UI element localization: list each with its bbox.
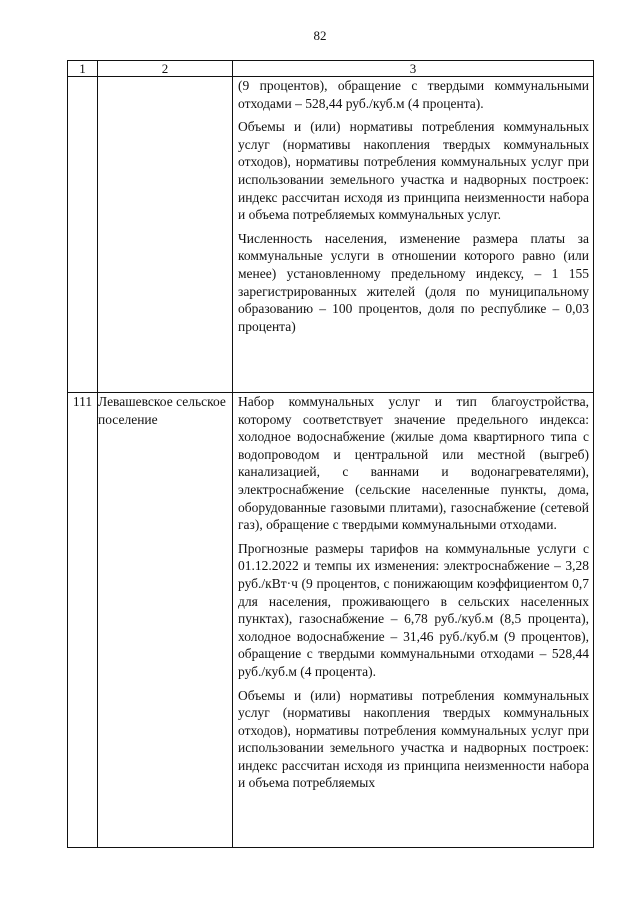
description-paragraph: Объемы и (или) нормативы потребления коммунальных услуг (нормативы накопления твердых коммунальных отходов), нормативы потребления коммунальных услуг при использовании земельного участка и надворных построек: индекс рассчитан исходя из принципа неизменности набора и объема потребляемых [238,687,589,791]
municipality-name [98,77,233,393]
row-number [68,77,98,393]
description-paragraph: Объемы и (или) нормативы потребления коммунальных услуг (нормативы накопления твердых коммунальных отходов), нормативы потребления коммунальных услуг при использовании земельного участка и надворных построек: индекс рассчитан исходя из принципа неизменности набора и объема потребляемых коммунальных услуг. [238,119,589,223]
row-number: 111 [68,393,98,848]
page-number: 82 [313,28,327,43]
row-description [233,393,594,848]
row-description [233,77,594,393]
municipality-name: Левашевское сельское поселение [98,393,233,848]
table-row-111 [68,393,594,848]
table-header-row [68,61,594,77]
table-row-continued [68,77,594,393]
description-paragraph: (9 процентов), обращение с твердыми коммунальными отходами – 528,44 руб./куб.м (4 процента). [238,78,589,111]
description-paragraph: Численность населения, изменение размера платы за коммунальные услуги в отношении которого равно (или менее) установленному предельному индексу, – 1 155 зарегистрированных жителей (доля по муниципальному образованию – 100 процентов, доля по республике – 0,03 процента) [238,230,589,334]
description-paragraph: Прогнозные размеры тарифов на коммунальные услуги с 01.12.2022 и темпы их изменения: электроснабжение – 3,28 руб./кВт·ч (9 процентов, с понижающим коэффициентом 0,7 для населения, проживающего в сельских населенных пунктах), газоснабжение – 6,78 руб./куб.м (8,5 процента), холодное водоснабжение – 31,46 руб./куб.м (9 процентов), обращение с твердыми коммунальными отходами – 528,44 руб./куб.м (4 процента). [238,540,589,679]
column-header-3: 3 [233,61,594,77]
tariff-table [67,60,594,848]
description-paragraph: Набор коммунальных услуг и тип благоустройства, которому соответствует значение предельного индекса: холодное водоснабжение (жилые дома квартирного типа с водопроводом и центральной или местной (выгреб) канализацией, с ваннами и водонагревателями), электроснабжение (сельские населенные пункты, дома, оборудованные газовыми плитами), газоснабжение (сетевой газ), обращение с твердыми коммунальными отходами. [238,394,589,533]
column-header-1: 1 [68,61,98,77]
column-header-2: 2 [98,61,233,77]
